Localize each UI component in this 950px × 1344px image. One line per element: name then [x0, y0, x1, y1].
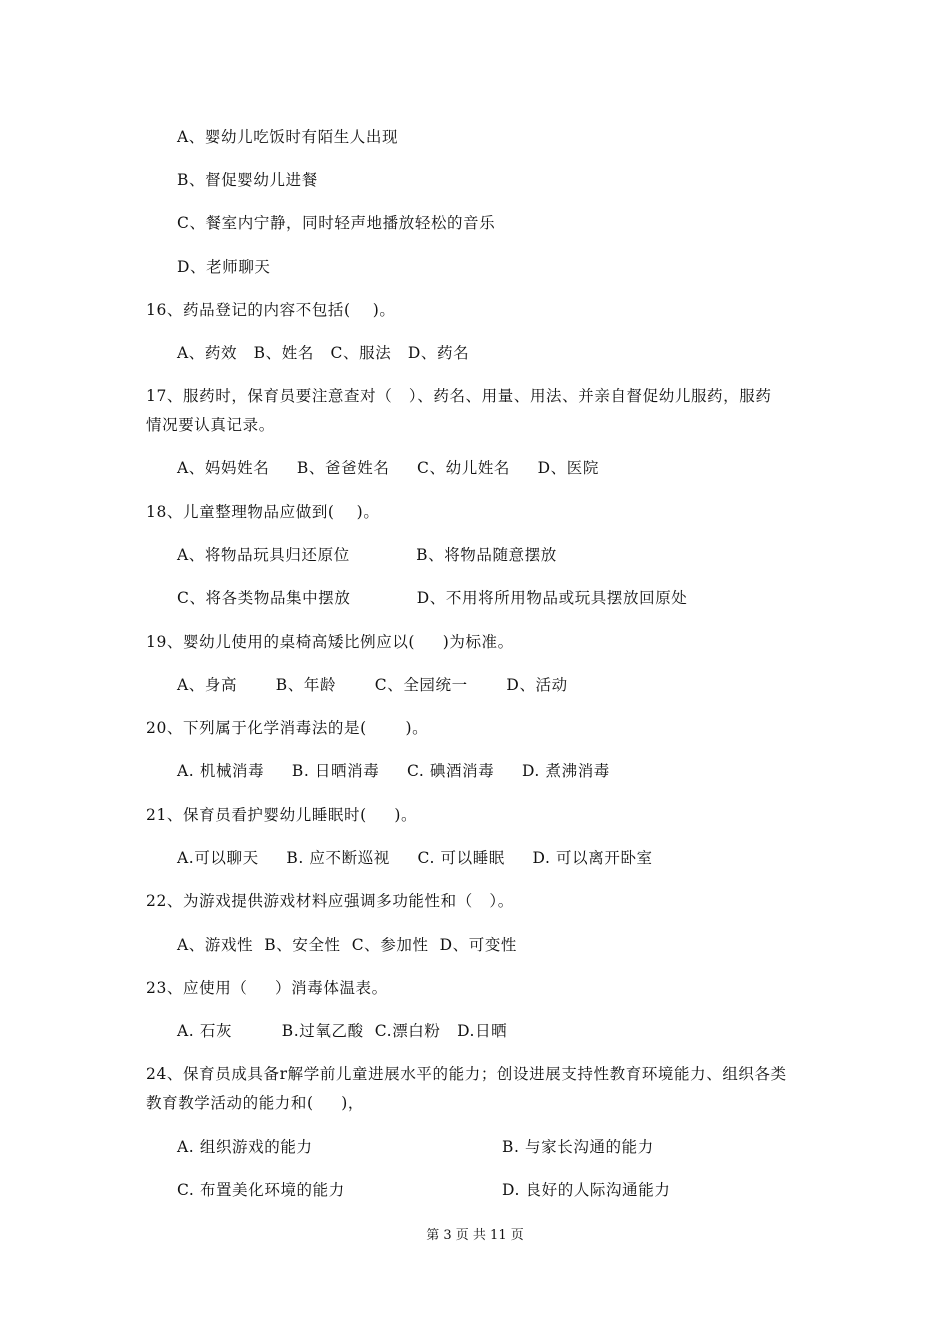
question-16: 16、药品登记的内容不包括( )。: [146, 301, 396, 319]
option-line: A、身高 B、年龄 C、全园统一 D、活动: [177, 676, 568, 694]
question-23: 23、应使用（ ）消毒体温表。: [146, 979, 388, 997]
option-line: B、督促婴幼儿进餐: [177, 171, 318, 189]
question-17: 17、服药时，保育员要注意查对（ ）、药名、用量、用法、并亲自督促幼儿服药，服药: [146, 387, 772, 405]
question-19: 19、婴幼儿使用的桌椅高矮比例应以( )为标准。: [146, 633, 514, 651]
question-24-continued: 教育教学活动的能力和( )，: [146, 1094, 365, 1112]
option-line: A、药效 B、姓名 C、服法 D、药名: [177, 344, 470, 362]
question-24: 24、保育员成具备r解学前儿童进展水平的能力；创设进展支持性教育环境能力、组织各类: [146, 1065, 787, 1083]
option-line: C、餐室内宁静，同时轻声地播放轻松的音乐: [177, 214, 496, 232]
page-footer: 第 3 页 共 11 页: [426, 1228, 524, 1243]
option-line: A、游戏性 B、安全性 C、参加性 D、可变性: [177, 936, 518, 954]
option-line: A、将物品玩具归还原位 B、将物品随意摆放: [177, 546, 557, 564]
question-17-continued: 情况要认真记录。: [146, 416, 275, 434]
option-b: B. 与家长沟通的能力: [502, 1138, 654, 1156]
option-line: C、将各类物品集中摆放 D、不用将所用物品或玩具摆放回原处: [177, 589, 688, 607]
option-line: A. 石灰 B.过氧乙酸 C.漂白粉 D.日晒: [177, 1022, 508, 1040]
option-c: C. 布置美化环境的能力: [177, 1181, 345, 1199]
question-21: 21、保育员看护婴幼儿睡眠时( )。: [146, 806, 418, 824]
option-line: A、妈妈姓名 B、爸爸姓名 C、幼儿姓名 D、医院: [177, 459, 599, 477]
question-18: 18、儿童整理物品应做到( )。: [146, 503, 380, 521]
option-line: A、婴幼儿吃饭时有陌生人出现: [177, 128, 399, 146]
option-a: A. 组织游戏的能力: [177, 1138, 313, 1156]
option-line: A. 机械消毒 B. 日晒消毒 C. 碘酒消毒 D. 煮沸消毒: [177, 762, 610, 780]
question-22: 22、为游戏提供游戏材料应强调多功能性和（ ）。: [146, 892, 514, 910]
question-20: 20、下列属于化学消毒法的是( )。: [146, 719, 429, 737]
option-d: D. 良好的人际沟通能力: [502, 1181, 671, 1199]
option-line: A.可以聊天 B. 应不断巡视 C. 可以睡眠 D. 可以离开卧室: [177, 849, 653, 867]
option-line: D、老师聊天: [177, 258, 271, 276]
